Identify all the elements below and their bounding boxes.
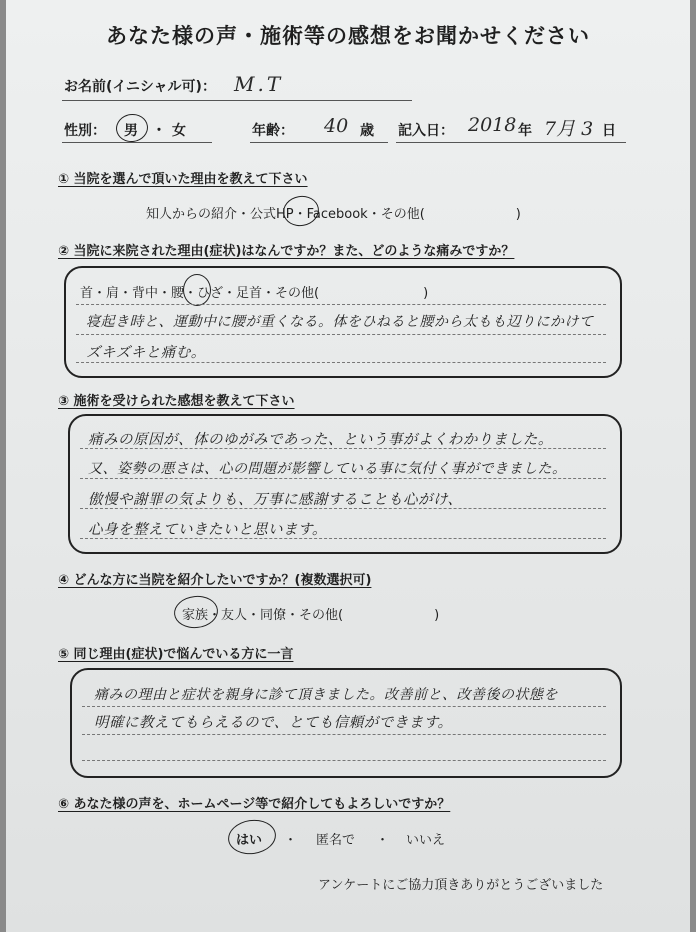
q6-separator-1: ・ xyxy=(284,833,298,848)
q1-options: 知人からの紹介・公式HP・Facebook・その他( ) xyxy=(146,207,521,222)
gender-female: 女 xyxy=(172,123,186,139)
q2-rule-1 xyxy=(76,304,606,305)
gender-male-circle xyxy=(114,112,150,144)
q4-heading: ④ どんな方に当院を紹介したいですか？(複数選択可) xyxy=(58,573,372,588)
q3-answer-line-3: 傲慢や謝罪の気よりも、万事に感謝することも心がけ、 xyxy=(88,492,463,508)
q4-selected-circle xyxy=(172,594,219,630)
q5-rule-2 xyxy=(82,734,606,735)
gender-separator: ・ xyxy=(152,123,166,139)
date-year: 2018 xyxy=(468,114,517,136)
q6-no: いいえ xyxy=(406,833,446,848)
date-label: 記入日： xyxy=(398,123,454,139)
q5-heading: ⑤ 同じ理由(症状)で悩んでいる方に一言 xyxy=(58,647,294,662)
page-title: あなた様の声・施術等の感想をお聞かせください xyxy=(106,24,590,48)
q5-answer-line-1: 痛みの理由と症状を親身に診て頂きました。改善前と、改善後の状態を xyxy=(94,687,558,703)
name-label: お名前(イニシャル可)： xyxy=(64,79,216,95)
q3-heading: ③ 施術を受けられた感想を教えて下さい xyxy=(58,394,295,409)
name-value: M.T xyxy=(234,72,284,96)
footer-thanks: アンケートにご協力頂きありがとうございました xyxy=(318,878,604,893)
q2-heading: ② 当院に来院された理由(症状)はなんですか？また、どのような痛みですか？ xyxy=(58,244,515,259)
q2-options: 首・肩・背中・腰・ひざ・足首・その他( ) xyxy=(80,286,429,301)
gender-underline xyxy=(62,142,212,143)
q4-options: 家族・友人・同僚・その他( ) xyxy=(182,608,440,623)
date-year-unit: 年 xyxy=(518,123,532,139)
q5-rule-1 xyxy=(82,706,606,707)
q6-anonymous: 匿名で xyxy=(316,833,356,848)
age-value: 40 xyxy=(324,115,349,137)
q3-answer-line-4: 心身を整えていきたいと思います。 xyxy=(88,522,327,538)
date-month-day: 7月 3 xyxy=(544,118,594,140)
q2-rule-2 xyxy=(76,334,606,335)
date-underline xyxy=(396,142,626,143)
q5-answer-line-2: 明確に教えてもらえるので、とても信頼ができます。 xyxy=(94,715,453,731)
age-unit: 歳 xyxy=(360,123,374,139)
name-underline xyxy=(62,100,412,101)
q3-answer-line-2: 又、姿勢の悪さは、心の問題が影響している事に気付く事ができました。 xyxy=(88,461,567,477)
q6-separator-2: ・ xyxy=(376,833,390,848)
gender-male: 男 xyxy=(124,123,138,139)
q2-selected-circle xyxy=(183,274,211,306)
gender-label: 性別： xyxy=(64,123,106,139)
survey-sheet xyxy=(6,0,690,932)
date-day-unit: 日 xyxy=(602,123,616,139)
q5-rule-3 xyxy=(82,760,606,761)
q2-answer-line-2: ズキズキと痛む。 xyxy=(86,345,206,361)
q1-heading: ① 当院を選んで頂いた理由を教えて下さい xyxy=(58,172,308,187)
q3-rule-2 xyxy=(80,478,606,479)
q1-selected-circle xyxy=(281,193,322,229)
q2-answer-line-1: 寝起き時と、運動中に腰が重くなる。体をひねると腰から太もも辺りにかけて xyxy=(86,314,594,330)
q6-heading: ⑥ あなた様の声を、ホームページ等で紹介してもよろしいですか？ xyxy=(58,797,451,812)
q6-yes: はい xyxy=(236,833,263,848)
q2-rule-3 xyxy=(76,362,606,363)
age-label: 年齢： xyxy=(252,123,294,139)
q3-answer-line-1: 痛みの原因が、体のゆがみであった、という事がよくわかりました。 xyxy=(88,432,553,448)
q6-selected-circle xyxy=(226,817,278,857)
age-underline xyxy=(250,142,388,143)
